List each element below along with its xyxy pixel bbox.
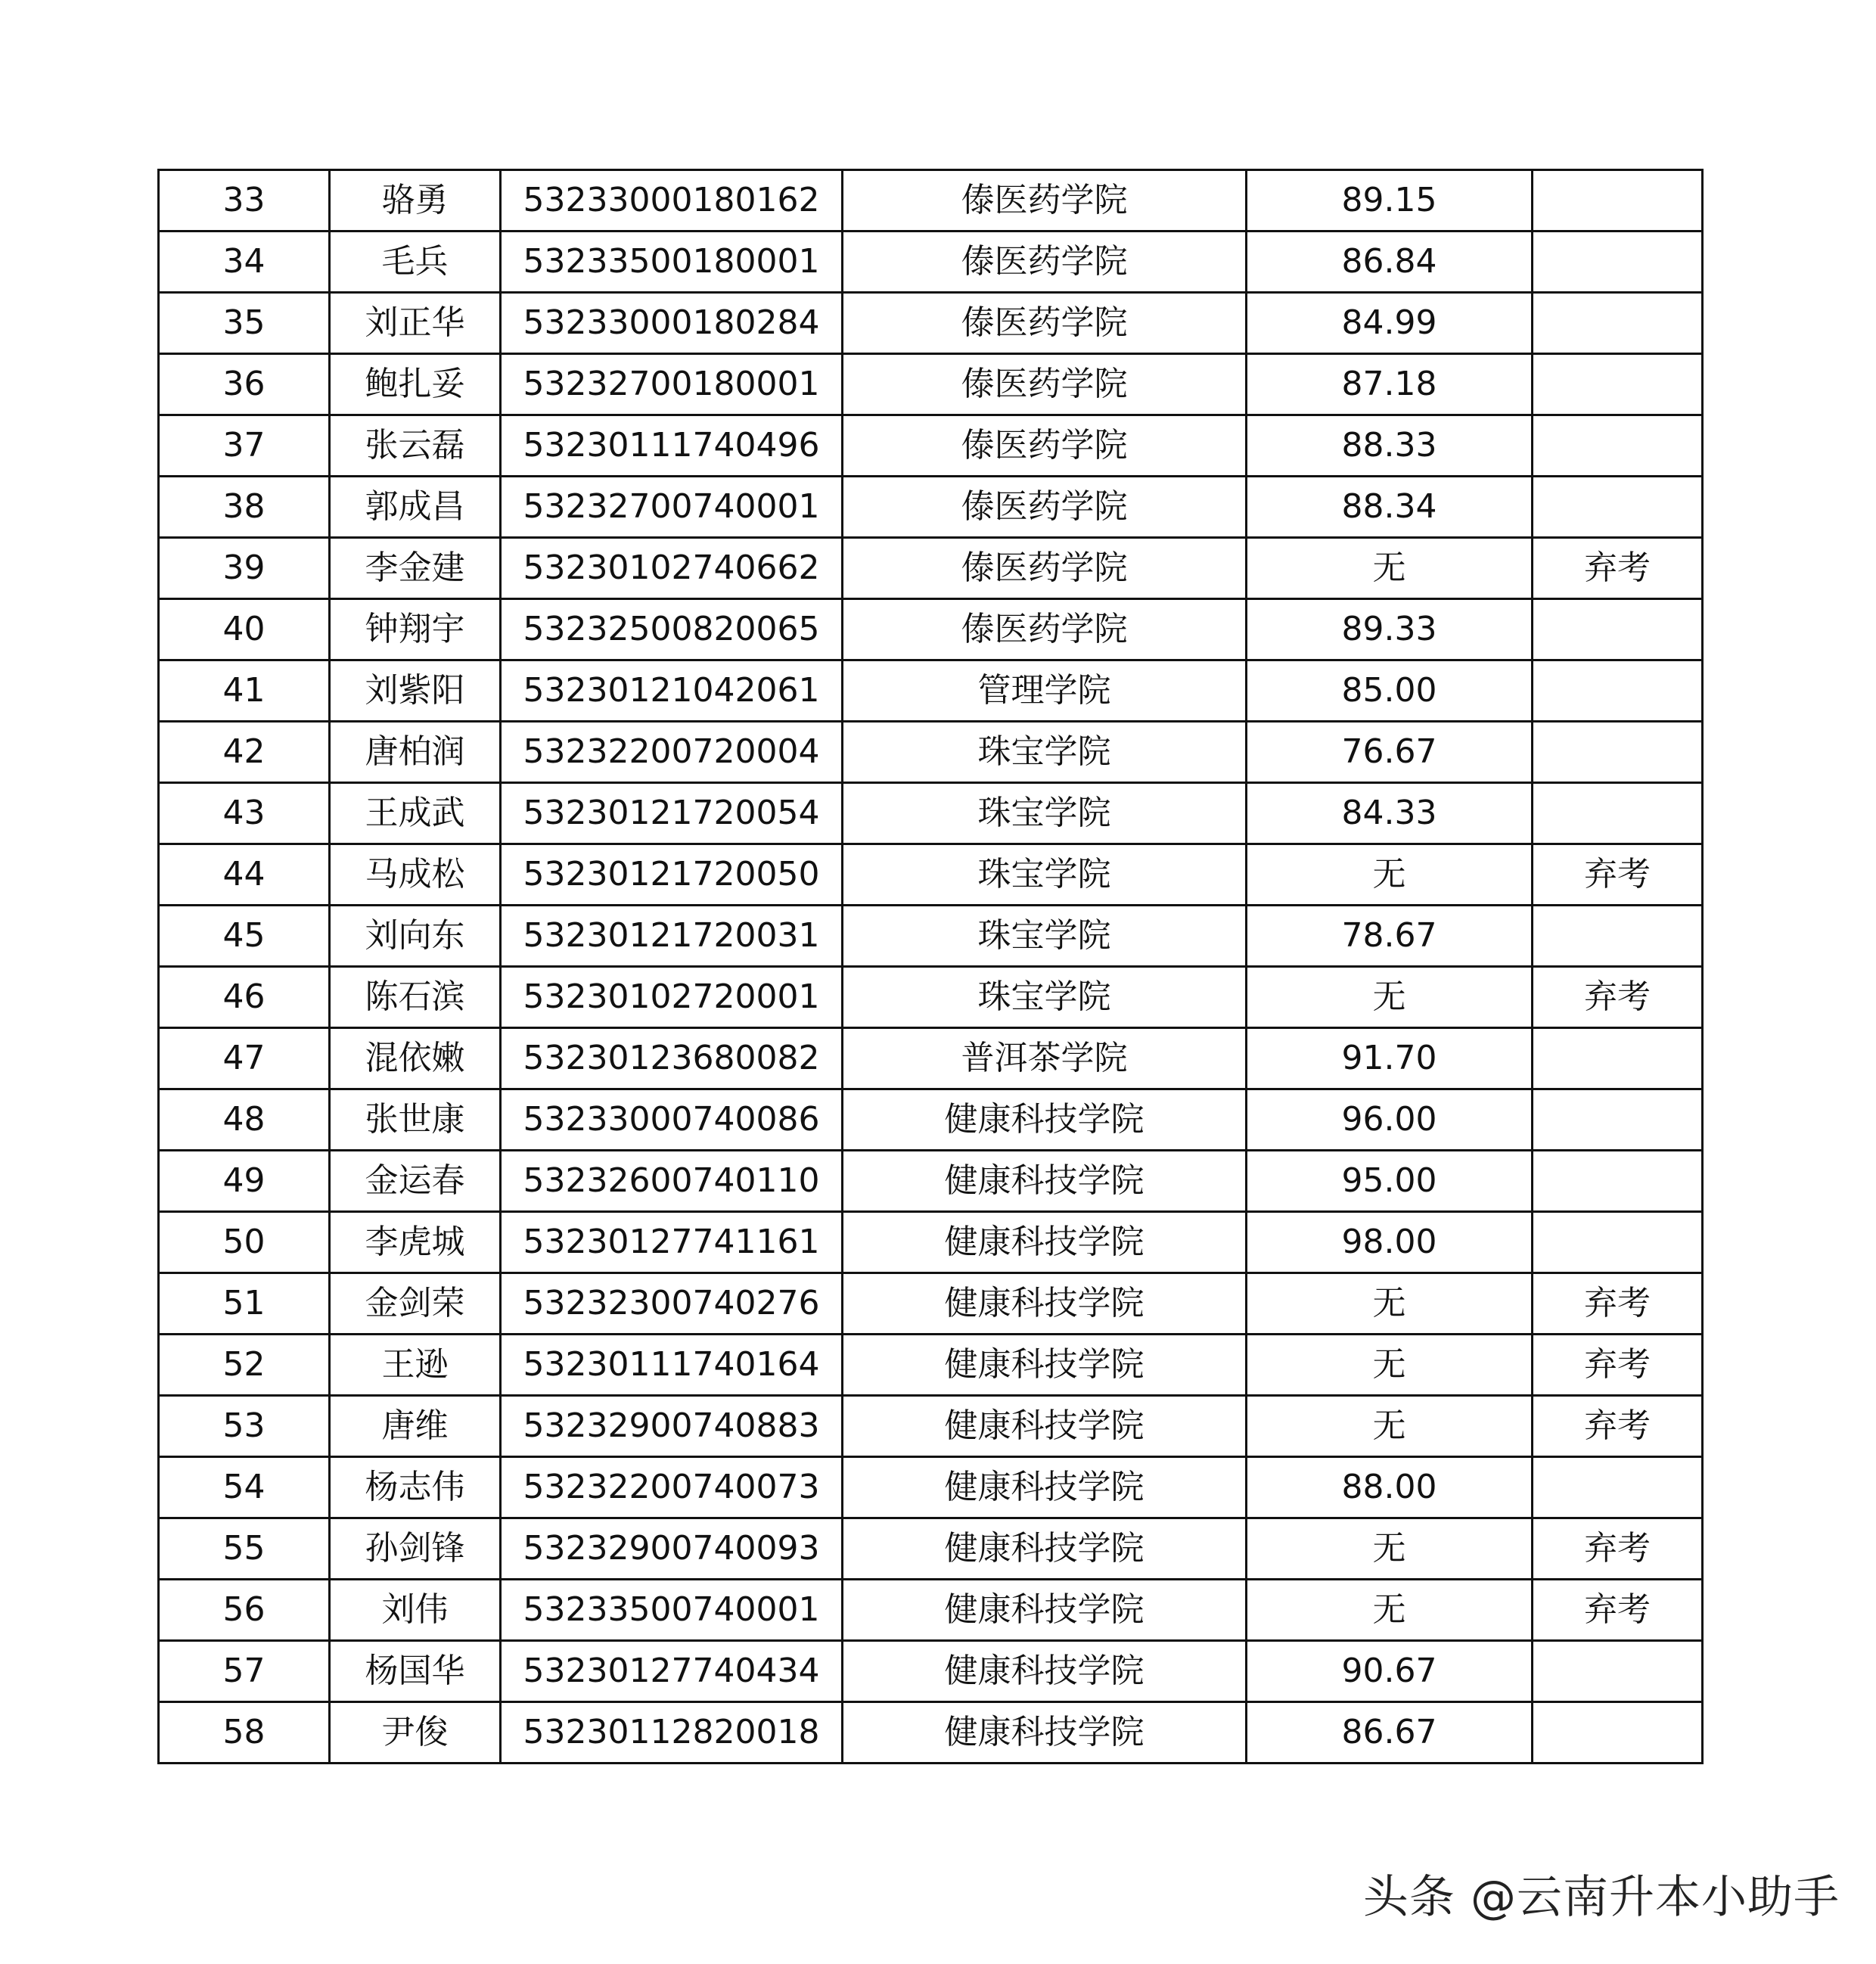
cell-remark: [1533, 1089, 1703, 1151]
cell-exam-id: 53233000180284: [501, 293, 843, 354]
cell-name: 杨志伟: [330, 1457, 501, 1518]
cell-score: 95.00: [1247, 1151, 1533, 1212]
cell-college: 健康科技学院: [843, 1396, 1247, 1457]
cell-number: 43: [159, 783, 330, 844]
cell-remark: [1533, 293, 1703, 354]
table-row: [159, 1457, 1703, 1518]
table-row: [159, 722, 1703, 783]
cell-number: 52: [159, 1335, 330, 1396]
cell-remark: 弃考: [1533, 538, 1703, 599]
cell-college: 珠宝学院: [843, 906, 1247, 967]
cell-name: 张云磊: [330, 415, 501, 477]
table-row: [159, 906, 1703, 967]
cell-number: 40: [159, 599, 330, 660]
cell-name: 杨国华: [330, 1641, 501, 1702]
cell-college: 傣医药学院: [843, 538, 1247, 599]
cell-number: 57: [159, 1641, 330, 1702]
cell-number: 58: [159, 1702, 330, 1764]
cell-exam-id: 53230121720031: [501, 906, 843, 967]
table-row: [159, 354, 1703, 415]
cell-score: 无: [1247, 844, 1533, 906]
cell-college: 傣医药学院: [843, 354, 1247, 415]
cell-score: 91.70: [1247, 1028, 1533, 1089]
table-body: [159, 170, 1703, 1764]
cell-remark: [1533, 906, 1703, 967]
cell-number: 34: [159, 232, 330, 293]
cell-exam-id: 53230112820018: [501, 1702, 843, 1764]
cell-remark: [1533, 415, 1703, 477]
cell-exam-id: 53232900740093: [501, 1518, 843, 1580]
cell-score: 89.15: [1247, 170, 1533, 232]
cell-score: 76.67: [1247, 722, 1533, 783]
cell-college: 傣医药学院: [843, 232, 1247, 293]
table-row: [159, 293, 1703, 354]
cell-number: 35: [159, 293, 330, 354]
cell-remark: [1533, 232, 1703, 293]
cell-exam-id: 53232700740001: [501, 477, 843, 538]
table-row: [159, 783, 1703, 844]
cell-exam-id: 53230127741161: [501, 1212, 843, 1273]
cell-exam-id: 53230102720001: [501, 967, 843, 1028]
cell-exam-id: 53233000740086: [501, 1089, 843, 1151]
cell-remark: [1533, 783, 1703, 844]
cell-score: 88.34: [1247, 477, 1533, 538]
cell-college: 珠宝学院: [843, 722, 1247, 783]
cell-exam-id: 53230102740662: [501, 538, 843, 599]
cell-score: 87.18: [1247, 354, 1533, 415]
cell-name: 陈石滨: [330, 967, 501, 1028]
cell-number: 41: [159, 660, 330, 722]
cell-college: 健康科技学院: [843, 1212, 1247, 1273]
table-row: [159, 232, 1703, 293]
table-row: [159, 599, 1703, 660]
cell-remark: [1533, 1641, 1703, 1702]
cell-exam-id: 53230121720050: [501, 844, 843, 906]
cell-number: 56: [159, 1580, 330, 1641]
cell-college: 健康科技学院: [843, 1273, 1247, 1335]
cell-remark: [1533, 660, 1703, 722]
cell-name: 李金建: [330, 538, 501, 599]
cell-remark: 弃考: [1533, 1396, 1703, 1457]
cell-exam-id: 53230111740164: [501, 1335, 843, 1396]
cell-number: 37: [159, 415, 330, 477]
table-row: [159, 1273, 1703, 1335]
cell-college: 管理学院: [843, 660, 1247, 722]
cell-name: 混依嫩: [330, 1028, 501, 1089]
cell-name: 张世康: [330, 1089, 501, 1151]
cell-exam-id: 53233500740001: [501, 1580, 843, 1641]
cell-exam-id: 53232900740883: [501, 1396, 843, 1457]
cell-exam-id: 53233000180162: [501, 170, 843, 232]
cell-name: 李虎城: [330, 1212, 501, 1273]
cell-college: 傣医药学院: [843, 415, 1247, 477]
cell-college: 傣医药学院: [843, 293, 1247, 354]
cell-number: 54: [159, 1457, 330, 1518]
cell-remark: [1533, 599, 1703, 660]
cell-college: 健康科技学院: [843, 1580, 1247, 1641]
table-row: [159, 1028, 1703, 1089]
cell-name: 骆勇: [330, 170, 501, 232]
cell-score: 无: [1247, 1335, 1533, 1396]
cell-exam-id: 53230123680082: [501, 1028, 843, 1089]
cell-remark: 弃考: [1533, 1335, 1703, 1396]
table-row: [159, 170, 1703, 232]
cell-college: 傣医药学院: [843, 599, 1247, 660]
cell-college: 健康科技学院: [843, 1518, 1247, 1580]
table-row: [159, 415, 1703, 477]
cell-number: 42: [159, 722, 330, 783]
cell-remark: [1533, 477, 1703, 538]
cell-score: 86.84: [1247, 232, 1533, 293]
cell-name: 郭成昌: [330, 477, 501, 538]
cell-remark: [1533, 1151, 1703, 1212]
cell-college: 健康科技学院: [843, 1641, 1247, 1702]
table-row: [159, 660, 1703, 722]
cell-score: 84.99: [1247, 293, 1533, 354]
cell-college: 健康科技学院: [843, 1335, 1247, 1396]
cell-score: 85.00: [1247, 660, 1533, 722]
cell-score: 无: [1247, 1518, 1533, 1580]
cell-name: 尹俊: [330, 1702, 501, 1764]
table-row: [159, 1335, 1703, 1396]
cell-name: 刘正华: [330, 293, 501, 354]
cell-name: 孙剑锋: [330, 1518, 501, 1580]
cell-number: 44: [159, 844, 330, 906]
cell-college: 珠宝学院: [843, 783, 1247, 844]
cell-number: 45: [159, 906, 330, 967]
cell-number: 47: [159, 1028, 330, 1089]
cell-college: 健康科技学院: [843, 1702, 1247, 1764]
table-row: [159, 1641, 1703, 1702]
cell-remark: [1533, 1028, 1703, 1089]
cell-college: 普洱茶学院: [843, 1028, 1247, 1089]
table-row: [159, 1089, 1703, 1151]
table-row: [159, 1396, 1703, 1457]
cell-exam-id: 53230121042061: [501, 660, 843, 722]
cell-college: 傣医药学院: [843, 170, 1247, 232]
cell-score: 88.00: [1247, 1457, 1533, 1518]
cell-exam-id: 53232300740276: [501, 1273, 843, 1335]
cell-score: 86.67: [1247, 1702, 1533, 1764]
cell-remark: [1533, 354, 1703, 415]
cell-score: 84.33: [1247, 783, 1533, 844]
table-row: [159, 1151, 1703, 1212]
cell-name: 刘向东: [330, 906, 501, 967]
table-row: [159, 1580, 1703, 1641]
table-row: [159, 1702, 1703, 1764]
cell-name: 金运春: [330, 1151, 501, 1212]
cell-name: 金剑荣: [330, 1273, 501, 1335]
cell-college: 健康科技学院: [843, 1457, 1247, 1518]
cell-college: 珠宝学院: [843, 967, 1247, 1028]
cell-remark: [1533, 1212, 1703, 1273]
cell-name: 马成松: [330, 844, 501, 906]
cell-score: 无: [1247, 1580, 1533, 1641]
cell-exam-id: 53232700180001: [501, 354, 843, 415]
cell-remark: [1533, 722, 1703, 783]
cell-name: 钟翔宇: [330, 599, 501, 660]
table-row: [159, 538, 1703, 599]
cell-number: 51: [159, 1273, 330, 1335]
cell-number: 50: [159, 1212, 330, 1273]
cell-score: 88.33: [1247, 415, 1533, 477]
cell-name: 王成武: [330, 783, 501, 844]
cell-name: 刘伟: [330, 1580, 501, 1641]
cell-college: 健康科技学院: [843, 1151, 1247, 1212]
cell-number: 49: [159, 1151, 330, 1212]
cell-score: 96.00: [1247, 1089, 1533, 1151]
cell-name: 鲍扎妥: [330, 354, 501, 415]
cell-score: 90.67: [1247, 1641, 1533, 1702]
cell-number: 38: [159, 477, 330, 538]
cell-exam-id: 53232200740073: [501, 1457, 843, 1518]
cell-number: 48: [159, 1089, 330, 1151]
cell-remark: 弃考: [1533, 1518, 1703, 1580]
cell-score: 无: [1247, 1273, 1533, 1335]
cell-number: 53: [159, 1396, 330, 1457]
cell-exam-id: 53232200720004: [501, 722, 843, 783]
cell-college: 傣医药学院: [843, 477, 1247, 538]
watermark-text: 头条 @云南升本小助手: [1362, 1871, 1840, 1924]
cell-score: 无: [1247, 538, 1533, 599]
cell-exam-id: 53232600740110: [501, 1151, 843, 1212]
cell-name: 唐柏润: [330, 722, 501, 783]
table-row: [159, 1518, 1703, 1580]
cell-college: 健康科技学院: [843, 1089, 1247, 1151]
cell-number: 39: [159, 538, 330, 599]
table-row: [159, 477, 1703, 538]
table-row: [159, 844, 1703, 906]
cell-exam-id: 53230111740496: [501, 415, 843, 477]
cell-name: 王逊: [330, 1335, 501, 1396]
cell-number: 55: [159, 1518, 330, 1580]
cell-score: 78.67: [1247, 906, 1533, 967]
cell-number: 36: [159, 354, 330, 415]
cell-remark: [1533, 1702, 1703, 1764]
table-row: [159, 967, 1703, 1028]
cell-name: 刘紫阳: [330, 660, 501, 722]
cell-exam-id: 53232500820065: [501, 599, 843, 660]
cell-number: 33: [159, 170, 330, 232]
cell-exam-id: 53230121720054: [501, 783, 843, 844]
table-row: [159, 1212, 1703, 1273]
cell-name: 毛兵: [330, 232, 501, 293]
score-table: [157, 169, 1704, 1764]
cell-remark: 弃考: [1533, 1580, 1703, 1641]
cell-score: 89.33: [1247, 599, 1533, 660]
cell-remark: [1533, 1457, 1703, 1518]
cell-exam-id: 53230127740434: [501, 1641, 843, 1702]
cell-exam-id: 53233500180001: [501, 232, 843, 293]
cell-score: 98.00: [1247, 1212, 1533, 1273]
cell-remark: 弃考: [1533, 967, 1703, 1028]
cell-number: 46: [159, 967, 330, 1028]
cell-remark: 弃考: [1533, 844, 1703, 906]
cell-name: 唐维: [330, 1396, 501, 1457]
cell-remark: [1533, 170, 1703, 232]
cell-score: 无: [1247, 1396, 1533, 1457]
cell-college: 珠宝学院: [843, 844, 1247, 906]
cell-score: 无: [1247, 967, 1533, 1028]
cell-remark: 弃考: [1533, 1273, 1703, 1335]
